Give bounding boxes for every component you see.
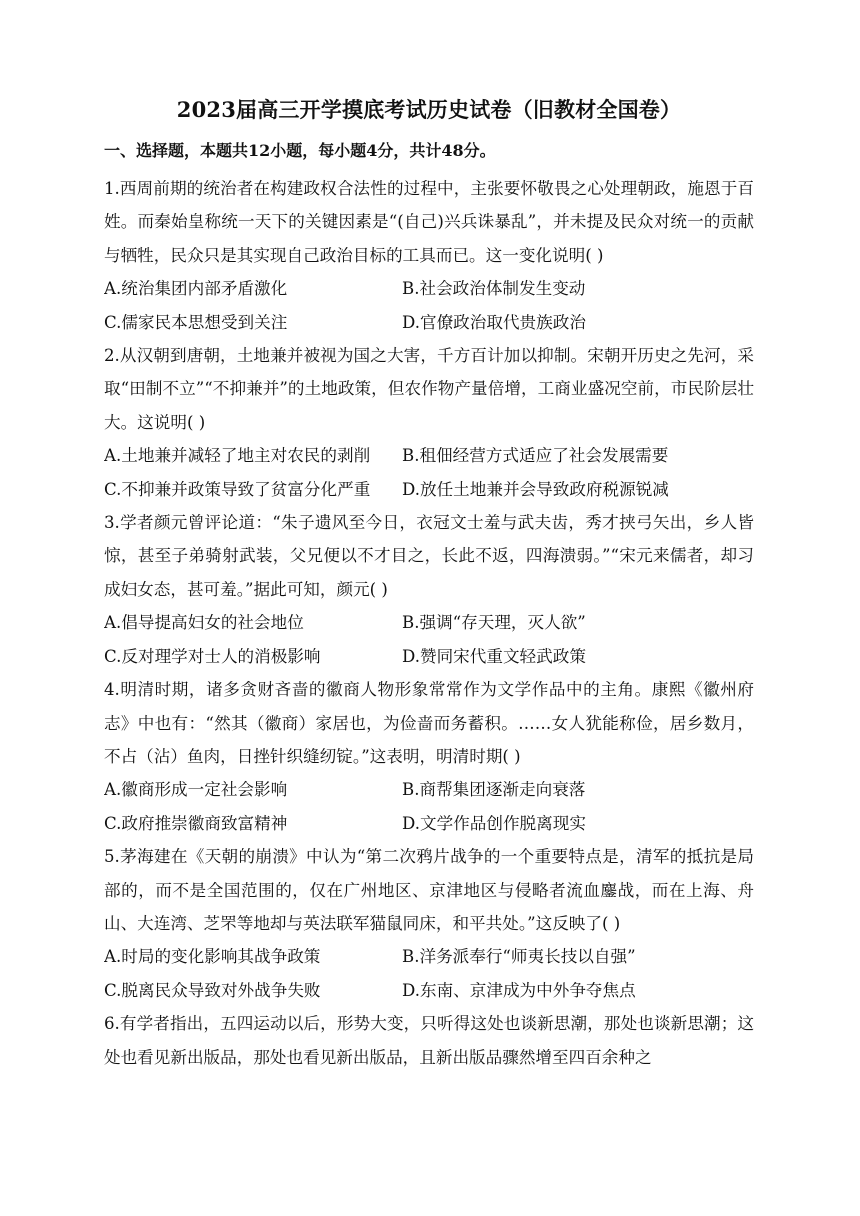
option-a: A.徽商形成一定社会影响: [104, 780, 288, 800]
section-heading: 一、选择题，本题共12小题，每小题4分，共计48分。: [104, 141, 496, 160]
option-d: D.文学作品创作脱离现实: [402, 813, 586, 833]
options-grid: [104, 940, 754, 1007]
question-stem: 3.学者颜元曾评论道：“朱子遗风至今日，衣冠文士羞与武夫齿，秀才挟弓矢出，乡人皆惊，甚至子弟骑射武装，父兄便以不才目之，长此不返，四海溃弱。”“宋元来儒者，却习成妇女态，甚可羞。”据此可知，颜元( ): [104, 513, 754, 599]
question-stem: 2.从汉朝到唐朝，土地兼并被视为国之大害，千方百计加以抑制。宋朝开历史之先河，采取“田制不立”“不抑兼并”的土地政策，但农作物产量倍增，工商业盛况空前，市民阶层壮大。这说明( ): [104, 346, 754, 432]
option-a: A.统治集团内部矛盾激化: [104, 279, 288, 299]
option-a: A.时局的变化影响其战争政策: [104, 947, 321, 967]
options-grid: [104, 272, 754, 339]
option-c: C.儒家民本思想受到关注: [104, 312, 288, 332]
exam-title: 2023届高三开学摸底考试历史试卷（旧教材全国卷）: [176, 97, 682, 122]
option-c: C.反对理学对士人的消极影响: [104, 646, 321, 666]
option-a: A.倡导提高妇女的社会地位: [104, 613, 304, 633]
question-stem: 4.明清时期，诸多贪财吝啬的徽商人物形象常常作为文学作品中的主角。康熙《徽州府志》中也有：“然其（徽商）家居也，为俭啬而务蓄积。……女人犹能称俭，居乡数月，不占（沾）鱼肉，日挫针织缝纫锭。”这表明，明清时期( ): [104, 680, 754, 766]
question-5: [104, 840, 754, 1007]
option-b: B.商帮集团逐渐走向衰落: [402, 780, 586, 800]
question-2: [104, 339, 754, 506]
question-3: [104, 506, 754, 673]
option-c: C.脱离民众导致对外战争失败: [104, 980, 321, 1000]
question-stem: 6.有学者指出，五四运动以后，形势大变，只听得这处也谈新思潮，那处也谈新思潮；这处也看见新出版品，那处也看见新出版品，且新出版品骤然增至四百余种之: [104, 1014, 754, 1067]
option-d: D.放任土地兼并会导致政府税源锐减: [402, 479, 669, 499]
option-d: D.官僚政治取代贵族政治: [402, 312, 586, 332]
option-b: B.租佃经营方式适应了社会发展需要: [402, 446, 669, 466]
question-4: [104, 673, 754, 840]
question-stem: 5.茅海建在《天朝的崩溃》中认为“第二次鸦片战争的一个重要特点是，清军的抵抗是局部的，而不是全国范围的，仅在广州地区、京津地区与侵略者流血鏖战，而在上海、舟山、大连湾、芝罘等地却与英法联军猫鼠同床，和平共处。”这反映了( ): [104, 847, 754, 933]
option-b: B.洋务派奉行“师夷长技以自强”: [402, 947, 636, 967]
exam-content: [104, 95, 754, 1074]
option-b: B.社会政治体制发生变动: [402, 279, 586, 299]
option-d: D.赞同宋代重文轻武政策: [402, 646, 586, 666]
option-b: B.强调“存天理，灭人欲”: [402, 613, 586, 633]
question-1: [104, 172, 754, 339]
option-c: C.政府推崇徽商致富精神: [104, 813, 288, 833]
option-a: A.土地兼并减轻了地主对农民的剥削: [104, 446, 371, 466]
options-grid: [104, 773, 754, 840]
options-grid: [104, 606, 754, 673]
option-c: C.不抑兼并政策导致了贫富分化严重: [104, 479, 371, 499]
question-6: [104, 1007, 754, 1074]
question-stem: 1.西周前期的统治者在构建政权合法性的过程中，主张要怀敬畏之心处理朝政，施恩于百姓。而秦始皇称统一天下的关键因素是“(自己)兴兵诛暴乱”，并未提及民众对统一的贡献与牺牲，民众只是其实现自己政治目标的工具而已。这一变化说明( ): [104, 179, 754, 265]
options-grid: [104, 439, 754, 506]
option-d: D.东南、京津成为中外争夺焦点: [402, 980, 636, 1000]
